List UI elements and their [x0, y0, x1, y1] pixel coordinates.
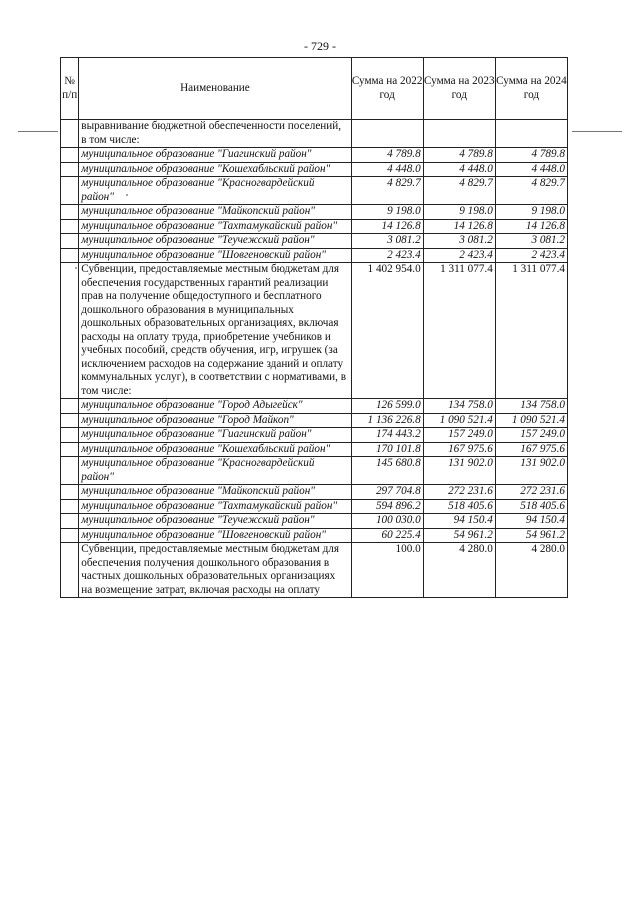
row-value: 94 150.4: [453, 514, 493, 526]
row-name-cell: [79, 248, 351, 263]
row-value: 100 030.0: [375, 514, 421, 526]
row-value: 518 405.6: [448, 499, 493, 512]
row-2023-cell: [423, 428, 495, 443]
row-value: 14 126.8: [453, 219, 493, 232]
header-name: Наименование: [79, 58, 351, 120]
row-2023-cell: [423, 219, 495, 234]
row-value: 9 198.0: [387, 205, 421, 217]
row-name: муниципальное образование "Тахтамукайский район": [81, 219, 338, 232]
row-num-cell: [61, 148, 79, 163]
row-value: 145 680.8: [375, 457, 421, 469]
row-value: 4 789.8: [531, 148, 565, 160]
table-row: [61, 263, 568, 399]
row-value: 4 829.7: [531, 177, 565, 189]
row-value: 1 090 521.4: [439, 413, 493, 426]
row-value: 174 443.2: [375, 428, 421, 440]
row-2023-cell: [423, 413, 495, 428]
row-name: муниципальное образование "Гиагинский район": [81, 148, 312, 160]
row-value: 14 126.8: [381, 219, 421, 232]
row-name-cell: [79, 205, 351, 220]
row-name-cell: [79, 177, 351, 205]
row-2022-cell: [351, 248, 423, 263]
row-name: муниципальное образование "Красногвардейский район": [81, 457, 315, 483]
row-value: 167 975.6: [520, 442, 565, 455]
row-name-cell: [79, 543, 351, 598]
row-2024-cell: [495, 457, 567, 485]
row-2022-cell: [351, 148, 423, 163]
row-value: 2 423.4: [387, 248, 421, 261]
row-name: муниципальное образование "Город Майкоп": [81, 413, 294, 426]
row-name: муниципальное образование "Гиагинский район": [81, 428, 312, 440]
table-row: [61, 120, 568, 148]
row-num-cell: [61, 413, 79, 428]
table-row: [61, 248, 568, 263]
table-row: [61, 428, 568, 443]
row-name: муниципальное образование "Шовгеновский район": [81, 248, 326, 261]
row-2024-cell: [495, 205, 567, 220]
row-2022-cell: [351, 457, 423, 485]
row-name: муниципальное образование "Красногвардейский район": [81, 177, 315, 203]
row-num-cell: [61, 248, 79, 263]
row-2023-cell: [423, 205, 495, 220]
row-name: муниципальное образование "Майкопский район": [81, 485, 315, 497]
row-value: 54 961.2: [525, 528, 565, 541]
row-2024-cell: [495, 177, 567, 205]
row-name-cell: [79, 120, 351, 148]
row-2023-cell: [423, 148, 495, 163]
scan-dash-right: [572, 131, 622, 132]
row-name-cell: [79, 442, 351, 457]
row-2022-cell: [351, 485, 423, 500]
row-2023-cell: [423, 399, 495, 414]
header-2024: Сумма на 2024 год: [495, 58, 567, 120]
row-name-cell: [79, 399, 351, 414]
row-2023-cell: [423, 543, 495, 598]
row-2024-cell: [495, 263, 567, 399]
row-value: 518 405.6: [520, 499, 565, 512]
row-num-cell: [61, 543, 79, 598]
row-name: Субвенции, предоставляемые местным бюджетам для обеспечения получения дошкольного образования в частных дошкольных образовательных организациях на возмещение затрат, включая расходы на оплату: [81, 543, 340, 596]
row-name-cell: [79, 485, 351, 500]
row-2023-cell: [423, 499, 495, 514]
row-num-cell: [61, 442, 79, 457]
row-value: 4 448.0: [531, 162, 565, 175]
row-name-cell: [79, 162, 351, 177]
row-2023-cell: [423, 248, 495, 263]
row-num-cell: [61, 205, 79, 220]
row-2024-cell: [495, 248, 567, 263]
row-value: 14 126.8: [525, 219, 565, 232]
row-num-cell: [61, 177, 79, 205]
row-value: 4 829.7: [387, 177, 421, 189]
row-num-cell: [61, 219, 79, 234]
row-name: муниципальное образование "Тахтамукайский район": [81, 499, 338, 512]
row-value: 3 081.2: [459, 234, 493, 246]
row-value: 9 198.0: [531, 205, 565, 217]
table-row: [61, 499, 568, 514]
row-value: 131 902.0: [520, 457, 565, 469]
row-2022-cell: [351, 413, 423, 428]
row-2024-cell: [495, 234, 567, 249]
row-value: 157 249.0: [448, 428, 493, 440]
row-2023-cell: [423, 162, 495, 177]
scan-speck: [75, 267, 77, 269]
table-row: [61, 234, 568, 249]
table-row: [61, 457, 568, 485]
row-name: Субвенции, предоставляемые местным бюджетам для обеспечения государственных гарантий реализации прав на получение общедоступного и бесплатного дошкольного образования в муниципальных дошкольных образовательных организациях, включая расходы на оплату труда, приобретение учебников и учебных пособий, средств обучения, игр, игрушек (за исключением расходов на содержание зданий и оплату коммунальных услуг), в соответствии с нормативами, в том числе:: [81, 263, 347, 397]
row-name-cell: [79, 457, 351, 485]
row-value: 1 311 077.4: [512, 263, 565, 275]
row-name-cell: [79, 428, 351, 443]
row-value: 60 225.4: [381, 528, 421, 541]
row-2024-cell: [495, 442, 567, 457]
row-name-cell: [79, 514, 351, 529]
row-value: 4 280.0: [531, 543, 565, 555]
row-num-cell: [61, 428, 79, 443]
row-2023-cell: [423, 234, 495, 249]
row-2023-cell: [423, 263, 495, 399]
row-name: муниципальное образование "Теучежский район": [81, 234, 315, 246]
row-name: муниципальное образование "Майкопский район": [81, 205, 315, 217]
row-value: 157 249.0: [520, 428, 565, 440]
row-name-cell: [79, 528, 351, 543]
row-2022-cell: [351, 543, 423, 598]
row-value: 3 081.2: [387, 234, 421, 246]
row-value: 4 280.0: [459, 543, 493, 555]
row-value: 1 311 077.4: [440, 263, 493, 275]
row-value: 1 136 226.8: [367, 413, 421, 426]
row-num-cell: [61, 234, 79, 249]
table-row: [61, 485, 568, 500]
row-value: 272 231.6: [448, 485, 493, 497]
table-row: [61, 413, 568, 428]
header-2022: Сумма на 2022 год: [351, 58, 423, 120]
row-name: муниципальное образование "Город Адыгейск": [81, 399, 303, 411]
table-row: [61, 148, 568, 163]
row-value: 3 081.2: [531, 234, 565, 246]
row-2022-cell: [351, 234, 423, 249]
row-name: муниципальное образование "Кошехабльский район": [81, 162, 331, 175]
row-2022-cell: [351, 528, 423, 543]
row-value: 272 231.6: [520, 485, 565, 497]
row-value: 131 902.0: [448, 457, 493, 469]
row-2023-cell: [423, 528, 495, 543]
row-value: 134 758.0: [520, 399, 565, 411]
table-row: [61, 177, 568, 205]
row-value: 126 599.0: [375, 399, 421, 411]
row-value: 4 789.8: [387, 148, 421, 160]
table-row: [61, 162, 568, 177]
row-2022-cell: [351, 514, 423, 529]
row-2024-cell: [495, 485, 567, 500]
row-2022-cell: [351, 162, 423, 177]
row-value: 4 829.7: [459, 177, 493, 189]
row-name: муниципальное образование "Шовгеновский район": [81, 528, 326, 541]
table-row: [61, 514, 568, 529]
header-num: № п/п: [61, 58, 79, 120]
row-num-cell: [61, 499, 79, 514]
row-value: 1 090 521.4: [511, 413, 565, 426]
row-2024-cell: [495, 499, 567, 514]
row-value: 100.0: [395, 543, 421, 555]
row-2022-cell: [351, 219, 423, 234]
row-value: 94 150.4: [525, 514, 565, 526]
scan-dash-left: [18, 131, 58, 132]
row-name: муниципальное образование "Теучежский район": [81, 514, 315, 526]
row-value: 1 402 954.0: [367, 263, 421, 275]
row-2024-cell: [495, 120, 567, 148]
row-name: муниципальное образование "Кошехабльский район": [81, 442, 331, 455]
row-name-cell: [79, 499, 351, 514]
row-num-cell: [61, 528, 79, 543]
row-name-cell: [79, 148, 351, 163]
table-body: [61, 120, 568, 598]
row-num-cell: [61, 120, 79, 148]
row-2024-cell: [495, 514, 567, 529]
row-2023-cell: [423, 177, 495, 205]
row-num-cell: [61, 263, 79, 399]
row-num-cell: [61, 514, 79, 529]
row-value: 2 423.4: [459, 248, 493, 261]
row-2022-cell: [351, 177, 423, 205]
budget-table: [60, 57, 568, 598]
row-value: 4 448.0: [459, 162, 493, 175]
row-value: 170 101.8: [375, 442, 421, 455]
row-2022-cell: [351, 499, 423, 514]
row-2023-cell: [423, 514, 495, 529]
row-2024-cell: [495, 543, 567, 598]
row-name-cell: [79, 219, 351, 234]
row-name-cell: [79, 413, 351, 428]
table-row: [61, 205, 568, 220]
table-row: [61, 442, 568, 457]
header-2023: Сумма на 2023 год: [423, 58, 495, 120]
row-2024-cell: [495, 148, 567, 163]
table-row: [61, 219, 568, 234]
row-2022-cell: [351, 120, 423, 148]
row-name-cell: [79, 234, 351, 249]
row-value: 4 448.0: [387, 162, 421, 175]
row-value: 2 423.4: [531, 248, 565, 261]
row-2024-cell: [495, 162, 567, 177]
row-2022-cell: [351, 205, 423, 220]
row-2022-cell: [351, 428, 423, 443]
row-2024-cell: [495, 219, 567, 234]
row-2024-cell: [495, 399, 567, 414]
row-num-cell: [61, 485, 79, 500]
row-2024-cell: [495, 428, 567, 443]
row-2022-cell: [351, 442, 423, 457]
page-number: - 729 -: [304, 39, 336, 53]
row-num-cell: [61, 162, 79, 177]
row-value: 167 975.6: [448, 442, 493, 455]
row-2024-cell: [495, 413, 567, 428]
table-row: [61, 543, 568, 598]
row-2023-cell: [423, 120, 495, 148]
row-value: 134 758.0: [448, 399, 493, 411]
row-2024-cell: [495, 528, 567, 543]
row-value: 54 961.2: [453, 528, 493, 541]
row-name: выравнивание бюджетной обеспеченности поселений, в том числе:: [81, 120, 342, 146]
scan-speck: [126, 194, 128, 196]
row-2023-cell: [423, 457, 495, 485]
table-row: [61, 399, 568, 414]
row-value: 4 789.8: [459, 148, 493, 160]
row-2022-cell: [351, 399, 423, 414]
row-name-cell: [79, 263, 351, 399]
row-num-cell: [61, 399, 79, 414]
row-2023-cell: [423, 485, 495, 500]
table-header-row: [61, 58, 568, 120]
row-2022-cell: [351, 263, 423, 399]
row-2023-cell: [423, 442, 495, 457]
row-value: 594 896.2: [375, 499, 421, 512]
row-value: 9 198.0: [459, 205, 493, 217]
row-num-cell: [61, 457, 79, 485]
row-value: 297 704.8: [375, 485, 421, 497]
table-row: [61, 528, 568, 543]
